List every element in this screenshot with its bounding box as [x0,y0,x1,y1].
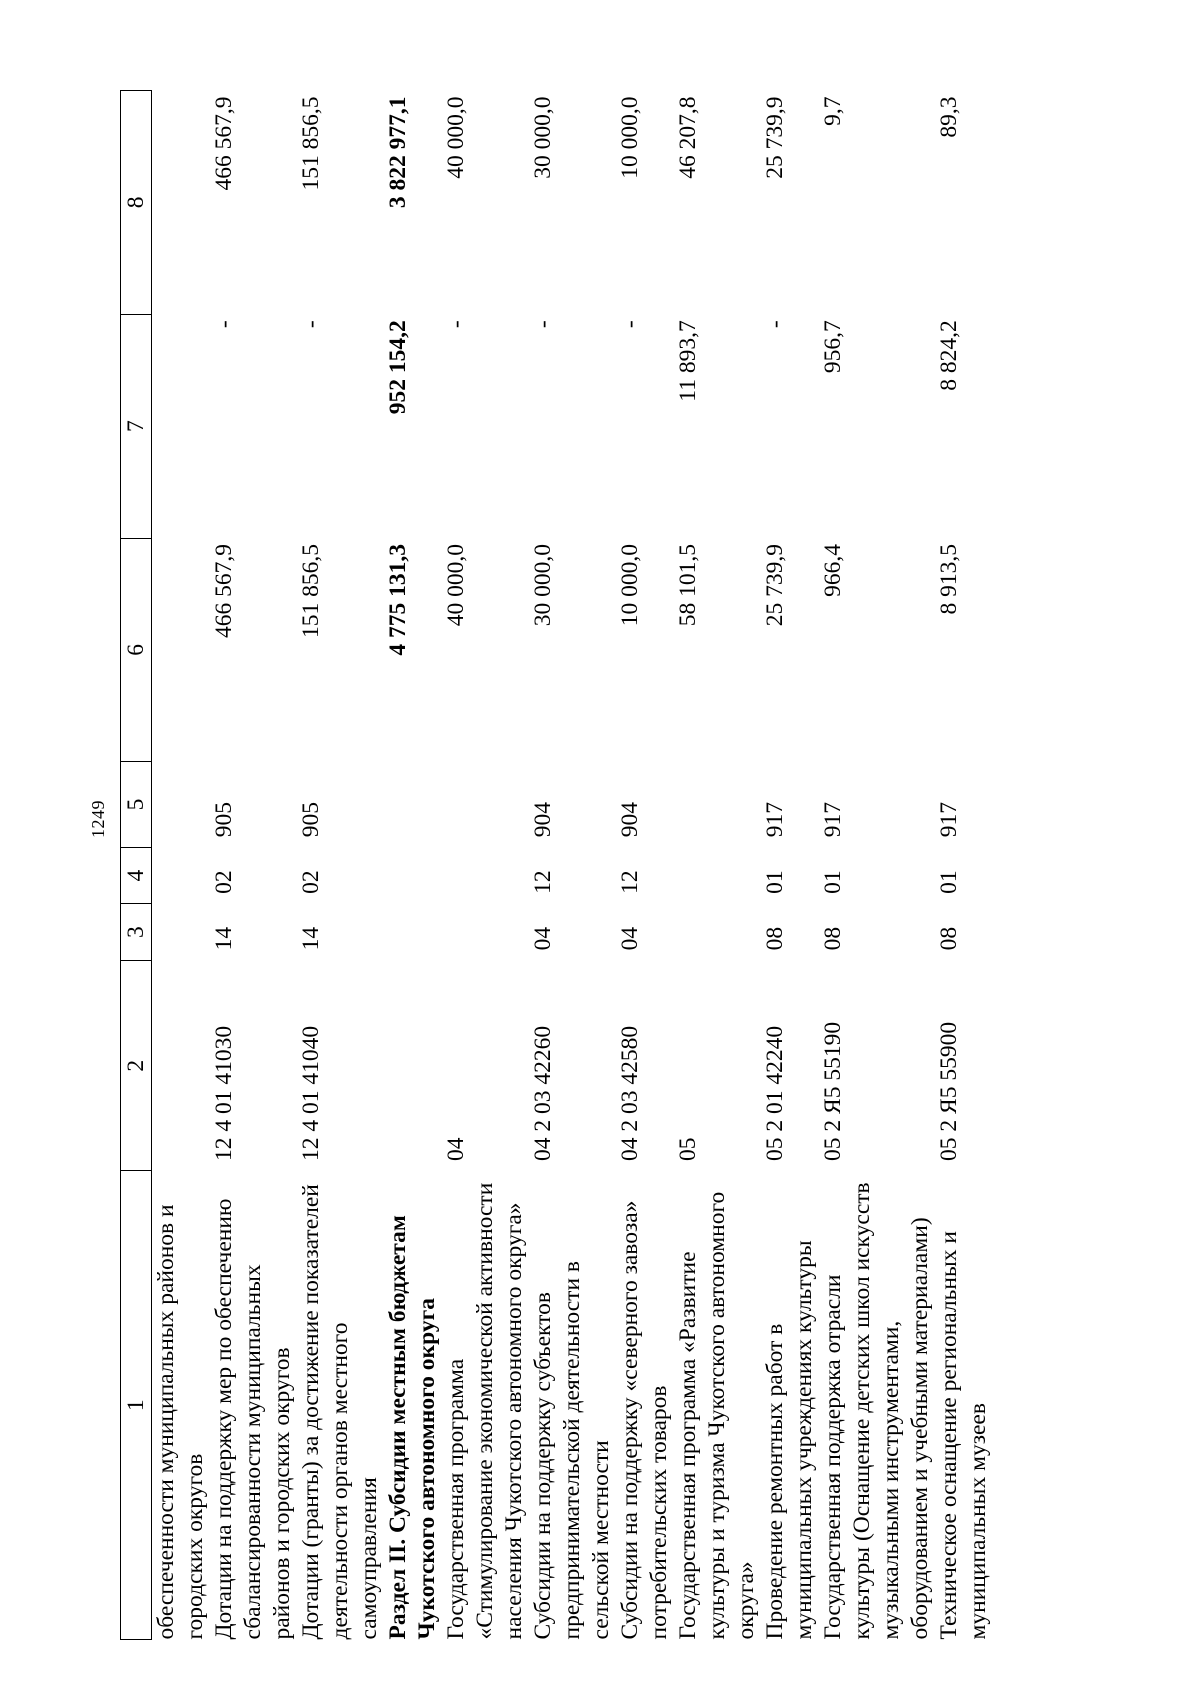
row-section: 04 [617,926,643,951]
row-code: 05 2 Я5 55900 [936,1021,962,1161]
row-grbs: 917 [936,802,962,838]
row-name: Государственная программа «Стимулирование экономической активности населения Чукотского автономного округа» [443,1182,527,1640]
row-code: 05 [675,1137,701,1161]
row-code: 04 2 03 42580 [617,1025,643,1161]
row-section: 14 [211,926,237,951]
row-section: 04 [530,926,556,951]
column-header: 2 [121,960,152,1171]
row-code: 05 2 01 42240 [762,1025,788,1161]
column-header: 6 [121,538,152,762]
row-section: 14 [298,926,324,951]
row-grbs: 905 [211,802,237,838]
column-header: 5 [121,762,152,848]
row-total: 40 000,0 [443,544,469,627]
table-row [384,91,442,1640]
row-section: 08 [936,926,962,951]
row-grbs: 905 [298,802,324,838]
row-name: обеспеченности муниципальных районов и городских округов [153,1204,208,1640]
row-name: Дотации (гранты) за достижение показателей деятельности органов местного самоуправления [298,1184,382,1640]
row-federal: - [530,320,556,329]
row-section [442,904,529,961]
column-header: 3 [121,904,152,961]
row-federal: 952 154,2 [385,320,411,415]
column-header: 4 [121,847,152,904]
row-subsection [384,847,442,904]
rotated-page [120,90,1190,1640]
row-code: 12 4 01 41030 [211,1025,237,1161]
row-subsection: 01 [936,870,962,894]
page-number: 1249 [88,800,108,838]
row-name: Государственная программа «Развитие культуры и туризма Чукотского автономного округа» [675,1191,759,1640]
row-total [152,538,211,762]
row-federal: - [443,320,469,329]
row-code: 04 2 03 42260 [530,1025,556,1161]
row-total: 466 567,9 [211,544,237,639]
row-regional: 3 822 977,1 [385,96,411,209]
row-subsection: 02 [298,870,324,894]
row-total: 8 913,5 [936,544,962,615]
column-header: 7 [121,314,152,538]
table-row [529,91,616,1640]
row-code [384,960,442,1171]
row-subsection: 12 [530,870,556,894]
table-row [819,91,935,1640]
row-total: 25 739,9 [762,544,788,627]
row-federal: 8 824,2 [936,320,962,391]
table-row [442,91,529,1640]
table-row [761,91,819,1640]
row-regional: 10 000,0 [617,96,643,179]
row-subsection: 02 [211,870,237,894]
row-total: 30 000,0 [530,544,556,627]
table-row [152,91,211,1640]
row-regional: 89,3 [936,96,962,138]
row-regional: 40 000,0 [443,96,469,179]
row-grbs [442,762,529,848]
row-subsection: 01 [820,870,846,894]
row-regional: 30 000,0 [530,96,556,179]
table-row [210,91,297,1640]
row-subsection: 12 [617,870,643,894]
row-regional [152,91,211,315]
row-regional: 25 739,9 [762,96,788,179]
budget-table [120,90,993,1640]
row-federal: - [617,320,643,329]
row-grbs: 904 [617,802,643,838]
row-name: Дотации на поддержку мер по обеспечению сбалансированности муниципальных районов и городских округов [211,1198,295,1640]
row-grbs [384,762,442,848]
row-federal: - [298,320,324,329]
row-subsection: 01 [762,870,788,894]
row-section [674,904,761,961]
row-total: 58 101,5 [675,544,701,627]
row-code [152,960,211,1171]
column-header: 8 [121,91,152,315]
column-header: 1 [121,1171,152,1640]
row-total: 151 856,5 [298,544,324,639]
row-name: Раздел II. Субсидии местным бюджетам Чукотского автономного округа [385,1215,440,1640]
row-section: 08 [762,926,788,951]
row-section [384,904,442,961]
row-regional: 151 856,5 [298,96,324,191]
row-regional: 46 207,8 [675,96,701,179]
row-total: 4 775 131,3 [385,544,411,656]
row-federal: - [762,320,788,329]
row-grbs: 904 [530,802,556,838]
row-section: 08 [820,926,846,951]
row-name: Государственная поддержка отрасли культуры (Оснащение детских школ искусств музыкальными инструментами, оборудованием и учебными материалами) [820,1182,933,1640]
table-row [297,91,384,1640]
row-federal: 11 893,7 [675,320,701,402]
row-regional: 9,7 [820,96,846,126]
row-federal [152,314,211,538]
row-grbs [152,762,211,848]
row-federal: - [211,320,237,329]
row-code: 12 4 01 41040 [298,1025,324,1161]
row-section [152,904,211,961]
table-header-row [121,91,152,1640]
row-total: 966,4 [820,544,846,597]
row-subsection [674,847,761,904]
row-subsection [152,847,211,904]
table-row [674,91,761,1640]
row-total: 10 000,0 [617,544,643,627]
row-code: 05 2 Я5 55190 [820,1021,846,1161]
table-row [935,91,993,1640]
row-grbs: 917 [820,802,846,838]
table-row [616,91,674,1640]
row-code: 04 [443,1137,469,1161]
row-subsection [442,847,529,904]
row-name: Техническое оснащение региональных и муниципальных музеев [936,1231,991,1640]
row-name: Субсидии на поддержку субъектов предпринимательской деятельности в сельской местности [530,1261,614,1640]
table-body [152,91,994,1640]
row-regional: 466 567,9 [211,96,237,191]
row-grbs: 917 [762,802,788,838]
row-grbs [674,762,761,848]
row-name: Проведение ремонтных работ в муниципальных учреждениях культуры [762,1240,817,1640]
row-name: Субсидии на поддержку «северного завоза» потребительских товаров [617,1200,672,1640]
row-federal: 956,7 [820,320,846,374]
